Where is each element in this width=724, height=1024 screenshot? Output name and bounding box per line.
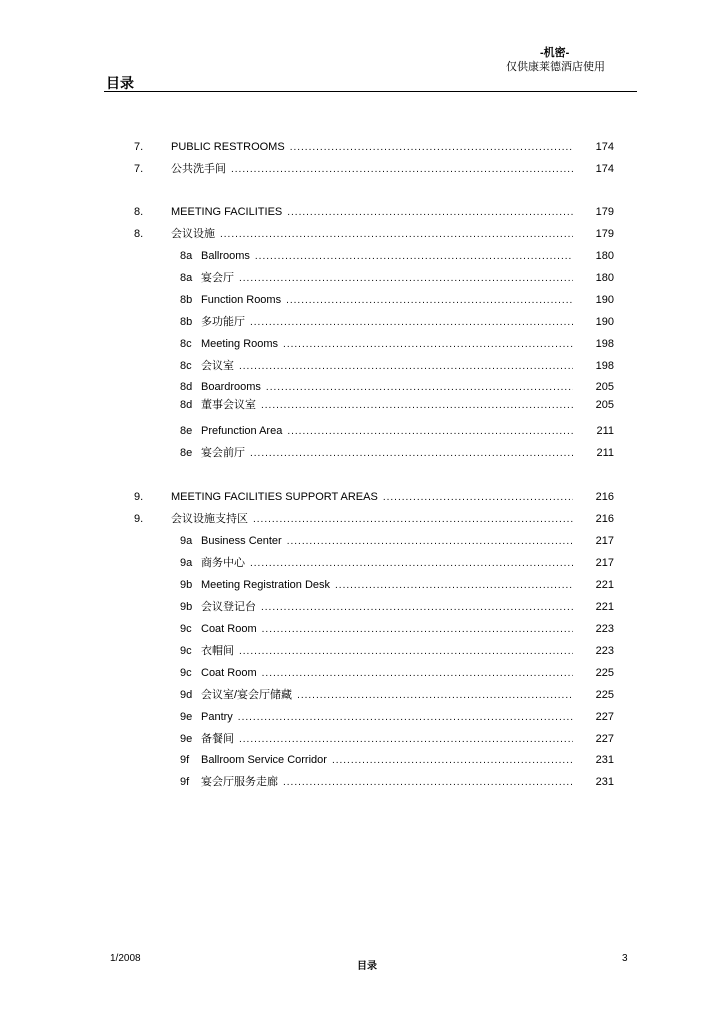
toc-entry[interactable] xyxy=(0,138,724,156)
toc-entry-page: 174 xyxy=(595,163,614,175)
toc-entry-title: MEETING FACILITIES xyxy=(171,206,283,218)
toc-entry-page: 174 xyxy=(595,141,614,153)
toc-entry-page: 180 xyxy=(595,250,614,262)
toc-entry-number: 8a xyxy=(180,272,193,284)
toc-entry-number: 9c xyxy=(180,667,192,679)
toc-entry[interactable] xyxy=(0,708,724,726)
toc-entry-number: 8. xyxy=(134,206,144,218)
toc-dot-leader xyxy=(250,555,573,573)
toc-entry[interactable] xyxy=(0,313,724,331)
toc-entry-leader xyxy=(201,444,573,463)
toc-entry[interactable] xyxy=(0,269,724,287)
toc-entry-title: 宴会厅 xyxy=(201,272,234,284)
toc-entry-page: 217 xyxy=(595,535,614,547)
toc-entry-page: 217 xyxy=(595,557,614,569)
toc-dot-leader xyxy=(250,314,573,332)
toc-dot-leader xyxy=(266,379,573,397)
toc-entry[interactable] xyxy=(0,335,724,353)
toc-entry-title: Ballroom Service Corridor xyxy=(201,754,327,766)
toc-entry-leader xyxy=(201,751,573,770)
toc-dot-leader xyxy=(231,161,573,179)
toc-entry[interactable] xyxy=(0,488,724,506)
toc-dot-leader xyxy=(262,665,573,683)
toc-entry-leader xyxy=(201,422,573,441)
toc-entry-title: 公共洗手间 xyxy=(171,163,226,175)
toc-entry[interactable] xyxy=(0,444,724,462)
toc-entry-leader xyxy=(201,664,573,683)
toc-entry-page: 223 xyxy=(595,645,614,657)
toc-dot-leader xyxy=(262,621,573,639)
toc-entry-title: Function Rooms xyxy=(201,294,282,306)
toc-entry-number: 8a xyxy=(180,250,193,262)
toc-entry-number: 8e xyxy=(180,425,193,437)
toc-entry[interactable] xyxy=(0,396,724,414)
toc-dot-leader xyxy=(239,643,573,661)
toc-entry-number: 9b xyxy=(180,579,193,591)
toc-entry-leader xyxy=(201,357,573,376)
toc-entry-number: 9. xyxy=(134,513,144,525)
toc-entry-number: 9c xyxy=(180,623,192,635)
toc-entry-page: 180 xyxy=(595,272,614,284)
toc-entry-number: 9f xyxy=(180,754,190,766)
toc-entry[interactable] xyxy=(0,642,724,660)
toc-entry-page: 221 xyxy=(595,579,614,591)
toc-entry[interactable] xyxy=(0,773,724,791)
toc-entry-leader xyxy=(201,598,573,617)
toc-entry-leader xyxy=(201,554,573,573)
toc-entry-page: 216 xyxy=(595,491,614,503)
toc-entry-number: 8b xyxy=(180,316,193,328)
toc-entry[interactable] xyxy=(0,751,724,769)
toc-entry[interactable] xyxy=(0,291,724,309)
toc-entry-leader xyxy=(171,225,573,244)
toc-entry-page: 223 xyxy=(595,623,614,635)
toc-dot-leader xyxy=(239,270,573,288)
toc-entry-leader xyxy=(171,510,573,529)
toc-dot-leader xyxy=(238,709,573,727)
toc-entry-page: 225 xyxy=(595,689,614,701)
toc-entry-page: 227 xyxy=(595,711,614,723)
toc-entry-number: 9f xyxy=(180,776,190,788)
toc-entry[interactable] xyxy=(0,686,724,704)
toc-entry-title: Business Center xyxy=(201,535,282,547)
toc-entry-title: 会议室 xyxy=(201,360,234,372)
toc-dot-leader xyxy=(287,423,573,441)
toc-entry-page: 190 xyxy=(595,316,614,328)
toc-entry[interactable] xyxy=(0,378,724,396)
confidential-label: -机密- xyxy=(540,47,570,59)
toc-entry-page: 225 xyxy=(595,667,614,679)
toc-entry-page: 190 xyxy=(595,294,614,306)
toc-dot-leader xyxy=(261,599,573,617)
toc-dot-leader xyxy=(255,248,573,266)
toc-entry-title: Ballrooms xyxy=(201,250,250,262)
toc-entry-page: 205 xyxy=(595,381,614,393)
footer-date: 1/2008 xyxy=(110,953,141,964)
toc-entry-page: 205 xyxy=(595,399,614,411)
toc-entry[interactable] xyxy=(0,730,724,748)
toc-entry-number: 8e xyxy=(180,447,193,459)
footer-page-number: 3 xyxy=(622,953,628,964)
toc-entry-leader xyxy=(201,576,573,595)
toc-entry-title: Meeting Rooms xyxy=(201,338,279,350)
toc-entry-title: 商务中心 xyxy=(201,557,245,569)
toc-entry-leader xyxy=(201,247,573,266)
toc-entry-page: 221 xyxy=(595,601,614,613)
toc-entry-leader xyxy=(171,138,573,157)
toc-dot-leader xyxy=(287,533,573,551)
toc-entry-title: Boardrooms xyxy=(201,381,261,393)
toc-entry-title: 会议设施支持区 xyxy=(171,513,248,525)
toc-dot-leader xyxy=(239,358,573,376)
toc-entry-leader xyxy=(201,686,573,705)
toc-entry-leader xyxy=(201,291,573,310)
toc-entry[interactable] xyxy=(0,357,724,375)
toc-entry-number: 9b xyxy=(180,601,193,613)
toc-dot-leader xyxy=(335,577,573,595)
toc-entry-number: 9e xyxy=(180,733,193,745)
toc-entry-title: PUBLIC RESTROOMS xyxy=(171,141,285,153)
toc-entry-number: 9c xyxy=(180,645,192,657)
toc-entry-page: 216 xyxy=(595,513,614,525)
toc-entry[interactable] xyxy=(0,532,724,550)
toc-entry-leader xyxy=(171,203,573,222)
toc-dot-leader xyxy=(250,445,573,463)
toc-entry[interactable] xyxy=(0,554,724,572)
toc-entry[interactable] xyxy=(0,247,724,265)
toc-entry-leader xyxy=(201,532,573,551)
toc-entry-number: 7. xyxy=(134,163,144,175)
toc-entry-title: 多功能厅 xyxy=(201,316,245,328)
toc-entry-title: Coat Room xyxy=(201,667,257,679)
toc-entry-title: 衣帽间 xyxy=(201,645,234,657)
toc-entry[interactable] xyxy=(0,510,724,528)
toc-entry-title: 董事会议室 xyxy=(201,399,256,411)
toc-entry-page: 179 xyxy=(595,228,614,240)
toc-entry-number: 9. xyxy=(134,491,144,503)
toc-entry-page: 227 xyxy=(595,733,614,745)
toc-entry-leader xyxy=(201,708,573,727)
toc-entry[interactable] xyxy=(0,576,724,594)
toc-entry-title: 宴会前厅 xyxy=(201,447,245,459)
toc-dot-leader xyxy=(220,226,573,244)
toc-entry-leader xyxy=(201,378,573,397)
toc-entry-title: MEETING FACILITIES SUPPORT AREAS xyxy=(171,491,378,503)
toc-dot-leader xyxy=(239,731,573,749)
toc-entry-title: 备餐间 xyxy=(201,733,234,745)
toc-entry[interactable] xyxy=(0,225,724,243)
toc-entry-leader xyxy=(201,642,573,661)
toc-entry-title: 会议登记台 xyxy=(201,601,256,613)
toc-entry-number: 8. xyxy=(134,228,144,240)
toc-entry-leader xyxy=(171,488,573,507)
toc-dot-leader xyxy=(286,292,573,310)
toc-entry-leader xyxy=(201,396,573,415)
toc-entry-title: 会议设施 xyxy=(171,228,215,240)
usage-note: 仅供康莱德酒店使用 xyxy=(506,61,605,73)
toc-entry-number: 8c xyxy=(180,338,192,350)
toc-entry[interactable] xyxy=(0,598,724,616)
toc-dot-leader xyxy=(383,489,573,507)
toc-entry-page: 211 xyxy=(596,425,614,437)
toc-entry[interactable] xyxy=(0,160,724,178)
toc-entry-number: 8c xyxy=(180,360,192,372)
toc-dot-leader xyxy=(332,752,573,770)
page-title: 目录 xyxy=(106,75,134,91)
toc-entry-page: 179 xyxy=(595,206,614,218)
toc-entry-page: 211 xyxy=(596,447,614,459)
toc-entry-leader xyxy=(201,269,573,288)
toc-entry-page: 231 xyxy=(595,754,614,766)
toc-entry-title: 会议室/宴会厅储藏 xyxy=(201,689,293,701)
toc-dot-leader xyxy=(253,511,573,529)
toc-dot-leader xyxy=(290,139,573,157)
toc-entry-leader xyxy=(171,160,573,179)
toc-entry[interactable] xyxy=(0,422,724,440)
toc-entry-leader xyxy=(201,620,573,639)
toc-entry-number: 7. xyxy=(134,141,144,153)
footer-title: 目录 xyxy=(357,961,377,972)
toc-entry-title: Meeting Registration Desk xyxy=(201,579,331,591)
toc-entry-number: 8b xyxy=(180,294,193,306)
toc-entry-number: 8d xyxy=(180,381,193,393)
toc-entry[interactable] xyxy=(0,203,724,221)
toc-entry-leader xyxy=(201,313,573,332)
toc-entry-title: Coat Room xyxy=(201,623,257,635)
toc-entry-leader xyxy=(201,730,573,749)
toc-entry-number: 9a xyxy=(180,557,193,569)
toc-entry[interactable] xyxy=(0,664,724,682)
toc-dot-leader xyxy=(287,204,573,222)
toc-dot-leader xyxy=(261,397,573,415)
toc-entry[interactable] xyxy=(0,620,724,638)
toc-entry-title: Prefunction Area xyxy=(201,425,283,437)
toc-dot-leader xyxy=(297,687,573,705)
toc-entry-number: 8d xyxy=(180,399,193,411)
toc-entry-number: 9e xyxy=(180,711,193,723)
toc-dot-leader xyxy=(283,336,573,354)
toc-entry-title: 宴会厅服务走廊 xyxy=(201,776,278,788)
toc-entry-number: 9a xyxy=(180,535,193,547)
toc-entry-leader xyxy=(201,773,573,792)
toc-entry-page: 198 xyxy=(595,338,614,350)
toc-entry-leader xyxy=(201,335,573,354)
toc-entry-page: 231 xyxy=(595,776,614,788)
toc-entry-page: 198 xyxy=(595,360,614,372)
toc-dot-leader xyxy=(283,774,573,792)
toc-entry-title: Pantry xyxy=(201,711,233,723)
toc-entry-number: 9d xyxy=(180,689,193,701)
